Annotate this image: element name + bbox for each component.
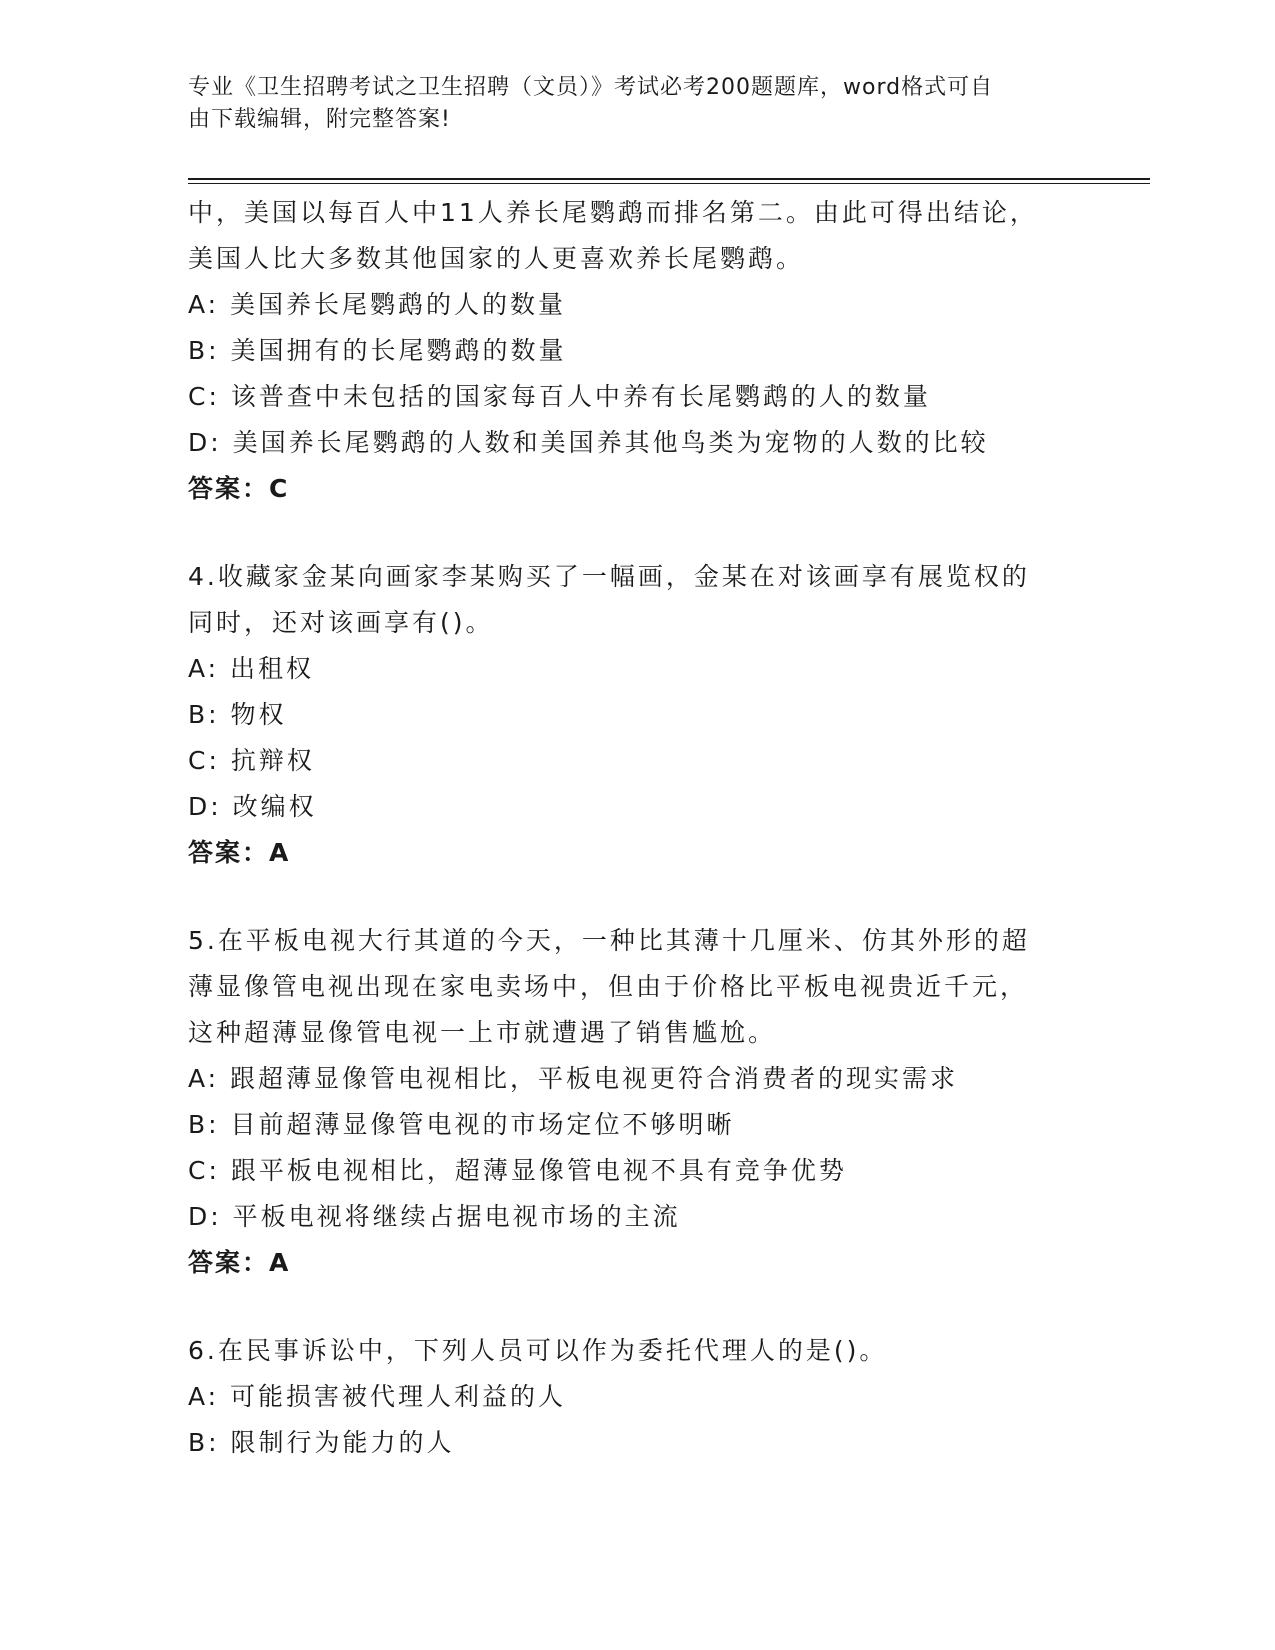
option-c: C: 该普查中未包括的国家每百人中养有长尾鹦鹉的人的数量 bbox=[188, 382, 931, 411]
question-stem-line: 这种超薄显像管电视一上市就遭遇了销售尴尬。 bbox=[188, 1018, 777, 1047]
option-b: B: 目前超薄显像管电视的市场定位不够明晰 bbox=[188, 1110, 735, 1139]
option-d: D: 平板电视将继续占据电视市场的主流 bbox=[188, 1202, 681, 1231]
header-line-1: 专业《卫生招聘考试之卫生招聘（文员）》考试必考200题题库，word格式可自 bbox=[188, 75, 994, 100]
option-b: B: 物权 bbox=[188, 700, 287, 729]
option-d: D: 改编权 bbox=[188, 792, 317, 821]
option-c: C: 跟平板电视相比，超薄显像管电视不具有竞争优势 bbox=[188, 1156, 847, 1185]
spacer bbox=[188, 876, 1068, 918]
option-a: A: 可能损害被代理人利益的人 bbox=[188, 1382, 567, 1411]
question-stem-line: 4.收藏家金某向画家李某购买了一幅画，金某在对该画享有展览权的 bbox=[188, 562, 1030, 591]
question-stem-line: 5.在平板电视大行其道的今天，一种比其薄十几厘米、仿其外形的超 bbox=[188, 926, 1030, 955]
question-6 bbox=[188, 1328, 1068, 1466]
option-c: C: 抗辩权 bbox=[188, 746, 315, 775]
question-5 bbox=[188, 918, 1068, 1286]
option-b: B: 限制行为能力的人 bbox=[188, 1428, 455, 1457]
document-header bbox=[188, 72, 1068, 136]
header-divider-thin bbox=[188, 183, 1150, 184]
answer-line: 答案：A bbox=[188, 838, 291, 867]
option-d: D: 美国养长尾鹦鹉的人数和美国养其他鸟类为宠物的人数的比较 bbox=[188, 428, 989, 457]
answer-line: 答案：C bbox=[188, 474, 290, 503]
header-divider-thick bbox=[188, 178, 1150, 180]
spacer bbox=[188, 1286, 1068, 1328]
answer-line: 答案：A bbox=[188, 1248, 291, 1277]
question-stem-line: 同时，还对该画享有()。 bbox=[188, 608, 494, 637]
option-a: A: 跟超薄显像管电视相比，平板电视更符合消费者的现实需求 bbox=[188, 1064, 959, 1093]
question-content bbox=[188, 190, 1068, 1466]
option-a: A: 出租权 bbox=[188, 654, 315, 683]
option-b: B: 美国拥有的长尾鹦鹉的数量 bbox=[188, 336, 567, 365]
question-3 bbox=[188, 190, 1068, 512]
question-stem-line: 美国人比大多数其他国家的人更喜欢养长尾鹦鹉。 bbox=[188, 244, 805, 273]
question-stem-line: 中，美国以每百人中11人养长尾鹦鹉而排名第二。由此可得出结论， bbox=[188, 198, 1038, 227]
question-stem-line: 薄显像管电视出现在家电卖场中，但由于价格比平板电视贵近千元， bbox=[188, 972, 1029, 1001]
option-a: A: 美国养长尾鹦鹉的人的数量 bbox=[188, 290, 567, 319]
header-line-2: 由下载编辑，附完整答案! bbox=[188, 107, 451, 132]
question-stem-line: 6.在民事诉讼中，下列人员可以作为委托代理人的是()。 bbox=[188, 1336, 888, 1365]
question-4 bbox=[188, 554, 1068, 876]
spacer bbox=[188, 512, 1068, 554]
